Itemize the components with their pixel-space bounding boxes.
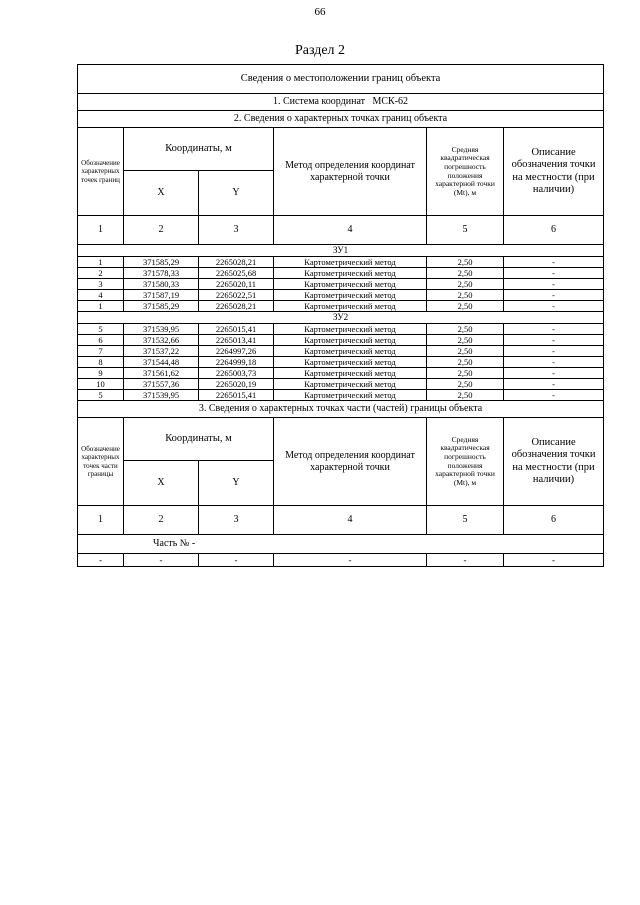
table-cell: 10 — [78, 379, 124, 390]
group-header: ЗУ2 — [78, 312, 604, 324]
column-number: 4 — [274, 216, 427, 245]
table-cell: 2265020,19 — [199, 379, 274, 390]
table-cell: - — [504, 335, 604, 346]
column-number: 3 — [199, 216, 274, 245]
part-row — [78, 554, 604, 567]
part-label: Часть № - — [78, 535, 604, 554]
header-description: Описание обозначения точки на местности (при наличии) — [504, 128, 604, 216]
table-cell: 2,50 — [427, 324, 504, 335]
table-cell: 1 — [78, 301, 124, 312]
boundary-table — [77, 64, 604, 567]
part-cell: - — [78, 554, 124, 567]
table-cell: 2265013,41 — [199, 335, 274, 346]
table-cell: 2 — [78, 268, 124, 279]
part-cell: - — [274, 554, 427, 567]
table-row — [78, 390, 604, 401]
table-cell: - — [504, 368, 604, 379]
table-row — [78, 290, 604, 301]
table-cell: 3 — [78, 279, 124, 290]
table-cell: Картометрический метод — [274, 379, 427, 390]
table-cell: - — [504, 279, 604, 290]
table-cell: 1 — [78, 257, 124, 268]
table-cell: - — [504, 346, 604, 357]
table-cell: 2,50 — [427, 290, 504, 301]
table-cell: Картометрический метод — [274, 335, 427, 346]
table-cell: 2265015,41 — [199, 324, 274, 335]
table-cell: 2265022,51 — [199, 290, 274, 301]
column-number: 1 — [78, 216, 124, 245]
table-cell: 5 — [78, 390, 124, 401]
table-cell: 371578,33 — [124, 268, 199, 279]
table-cell: 371557,36 — [124, 379, 199, 390]
header-point-designation: Обозначение характерных точек границ — [78, 128, 124, 216]
table-cell: 2,50 — [427, 335, 504, 346]
column-number: 6 — [504, 216, 604, 245]
table-cell: 2264999,18 — [199, 357, 274, 368]
column-numbers-row-part — [78, 506, 604, 535]
table-cell: - — [504, 268, 604, 279]
column-number: 5 — [427, 506, 504, 535]
table-cell: Картометрический метод — [274, 390, 427, 401]
table-cell: 7 — [78, 346, 124, 357]
table-cell: 2,50 — [427, 379, 504, 390]
table-cell: 6 — [78, 335, 124, 346]
table-cell: 2265028,21 — [199, 301, 274, 312]
header-x: X — [124, 171, 199, 216]
header-coordinates-part: Координаты, м — [124, 418, 274, 461]
table-cell: 2,50 — [427, 357, 504, 368]
table-cell: 371537,22 — [124, 346, 199, 357]
table-cell: 371539,95 — [124, 390, 199, 401]
column-number: 4 — [274, 506, 427, 535]
table-cell: - — [504, 357, 604, 368]
column-number: 3 — [199, 506, 274, 535]
table-cell: 371539,95 — [124, 324, 199, 335]
table-cell: 371585,29 — [124, 257, 199, 268]
table-cell: 2,50 — [427, 257, 504, 268]
table-cell: 371580,33 — [124, 279, 199, 290]
table-cell: 2265020,11 — [199, 279, 274, 290]
table-row — [78, 324, 604, 335]
table-cell: - — [504, 301, 604, 312]
table-cell: Картометрический метод — [274, 357, 427, 368]
column-number: 2 — [124, 506, 199, 535]
header-y-part: Y — [199, 461, 274, 506]
table-cell: 371544,48 — [124, 357, 199, 368]
column-number: 6 — [504, 506, 604, 535]
table-cell: Картометрический метод — [274, 290, 427, 301]
column-number: 2 — [124, 216, 199, 245]
table-cell: 371587,19 — [124, 290, 199, 301]
table-cell: 371585,29 — [124, 301, 199, 312]
table-row — [78, 346, 604, 357]
table-cell: 9 — [78, 368, 124, 379]
table-cell: 371532,66 — [124, 335, 199, 346]
table-cell: - — [504, 324, 604, 335]
section-title: Раздел 2 — [294, 43, 346, 58]
table-cell: Картометрический метод — [274, 268, 427, 279]
table-cell: 2264997,26 — [199, 346, 274, 357]
column-number: 1 — [78, 506, 124, 535]
header-mse-part: Средняя квадратическая погрешность положения характерной точки (Mt), м — [427, 418, 504, 506]
table-cell: - — [504, 290, 604, 301]
part-cell: - — [199, 554, 274, 567]
table-cell: 8 — [78, 357, 124, 368]
header-mse: Средняя квадратическая погрешность положения характерной точки (Mt), м — [427, 128, 504, 216]
header-coordinates: Координаты, м — [124, 128, 274, 171]
table-cell: Картометрический метод — [274, 368, 427, 379]
page-number: 66 — [314, 6, 326, 18]
table-cell: Картометрический метод — [274, 257, 427, 268]
coord-system-value: МСК-62 — [372, 96, 409, 108]
table-row — [78, 268, 604, 279]
table-cell: - — [504, 390, 604, 401]
table-cell: 5 — [78, 324, 124, 335]
table-cell: 2,50 — [427, 279, 504, 290]
table-cell: 2265003,73 — [199, 368, 274, 379]
header-x-part: X — [124, 461, 199, 506]
header-method: Метод определения координат характерной точки — [274, 128, 427, 216]
table-title: Сведения о местоположении границ объекта — [78, 65, 604, 94]
table-row — [78, 357, 604, 368]
table-cell: 2,50 — [427, 301, 504, 312]
coord-system-label: 1. Система координат — [272, 96, 365, 108]
table-cell: 2265015,41 — [199, 390, 274, 401]
part-cell: - — [504, 554, 604, 567]
header-description-part: Описание обозначения точки на местности (при наличии) — [504, 418, 604, 506]
part-cell: - — [427, 554, 504, 567]
table-cell: - — [504, 379, 604, 390]
table-row — [78, 301, 604, 312]
header-method-part: Метод определения координат характерной точки — [274, 418, 427, 506]
section2-label: 2. Сведения о характерных точках границ объекта — [78, 111, 604, 128]
table-row — [78, 379, 604, 390]
table-row — [78, 257, 604, 268]
table-row — [78, 368, 604, 379]
table-row — [78, 335, 604, 346]
table-cell: Картометрический метод — [274, 301, 427, 312]
table-cell: 4 — [78, 290, 124, 301]
coord-system-row — [78, 94, 604, 111]
group-header: ЗУ1 — [78, 245, 604, 257]
column-number: 5 — [427, 216, 504, 245]
section3-label: 3. Сведения о характерных точках части (частей) границы объекта — [78, 401, 604, 418]
table-row — [78, 279, 604, 290]
table-cell: 2265028,21 — [199, 257, 274, 268]
part-cell: - — [124, 554, 199, 567]
table-cell: Картометрический метод — [274, 346, 427, 357]
column-numbers-row — [78, 216, 604, 245]
table-cell: Картометрический метод — [274, 279, 427, 290]
table-cell: 2,50 — [427, 390, 504, 401]
table-cell: 2265025,68 — [199, 268, 274, 279]
header-y: Y — [199, 171, 274, 216]
table-cell: 371561,62 — [124, 368, 199, 379]
table-cell: Картометрический метод — [274, 324, 427, 335]
header-point-designation-part: Обозначение характерных точек части границы — [78, 418, 124, 506]
table-cell: 2,50 — [427, 346, 504, 357]
table-cell: 2,50 — [427, 268, 504, 279]
table-cell: - — [504, 257, 604, 268]
table-cell: 2,50 — [427, 368, 504, 379]
